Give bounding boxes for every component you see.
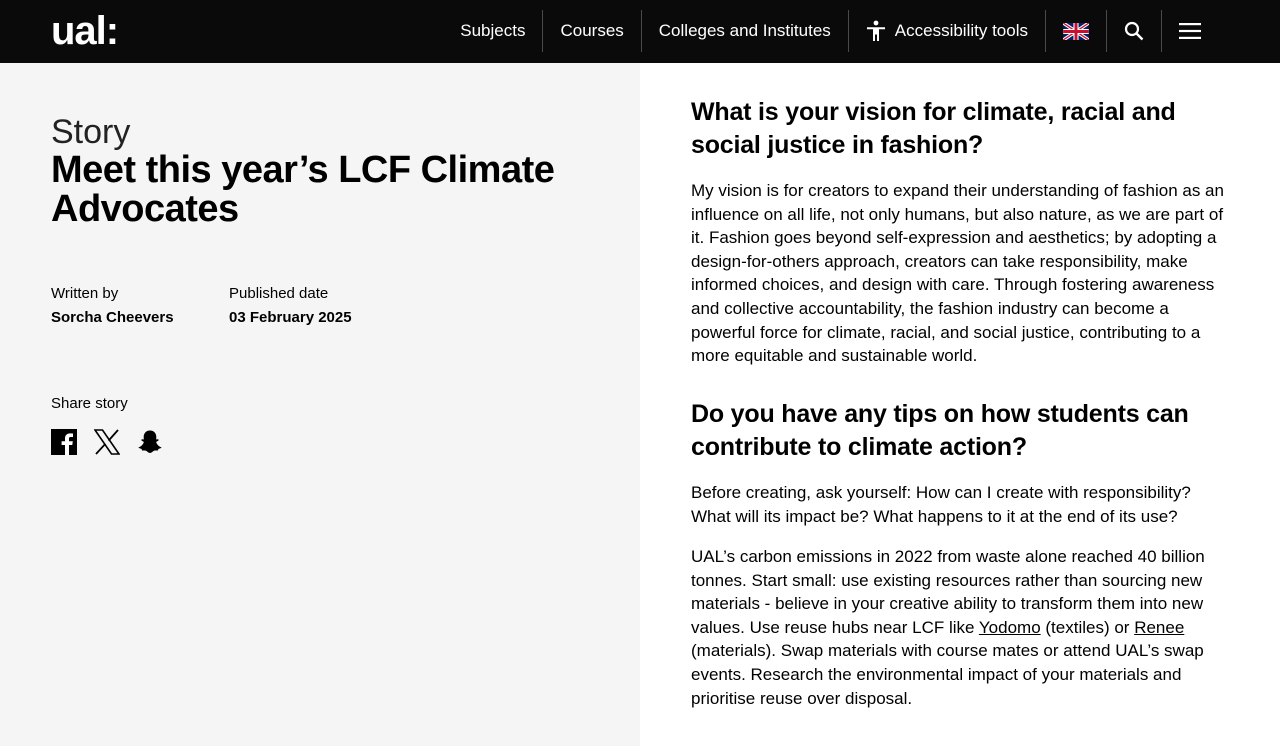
answer-paragraph: Before creating, ask yourself: How can I create with responsibility? What will its impact be? What happens to it at the end of its use? <box>691 483 1191 526</box>
date-meta <box>229 282 352 330</box>
share-story-label: Share story <box>51 395 128 412</box>
answer-paragraph: My vision is for creators to expand their understanding of fashion as an influence on all life, not only humans, but also nature, as we are part of it. Fashion goes beyond self-expression and aesthetics; by adopting a design-for-others approach, creators can take responsibility, make informed choices, and design with care. Through fostering awareness and collective accountability, the fashion industry can become a powerful force for climate, racial, and social justice, contributing to a more equitable and sustainable world. <box>691 181 1224 366</box>
nav-courses[interactable]: Courses <box>542 10 640 52</box>
author-meta <box>51 282 174 330</box>
facebook-icon[interactable] <box>51 429 77 455</box>
story-label: Story <box>51 113 131 151</box>
story-sidebar <box>0 63 640 746</box>
snapchat-icon[interactable] <box>137 429 163 455</box>
question-heading: Do you have any tips on how students can contribute to climate action? <box>691 400 1189 461</box>
menu-button[interactable] <box>1161 10 1218 52</box>
x-icon[interactable] <box>94 429 120 455</box>
nav-subjects[interactable]: Subjects <box>460 21 526 40</box>
share-icons <box>51 429 163 455</box>
menu-icon <box>1179 23 1201 39</box>
uk-flag-icon <box>1063 23 1089 40</box>
author-name: Sorcha Cheevers <box>51 309 174 326</box>
answer-paragraph <box>691 545 1231 710</box>
page-title: Meet this year’s LCF Climate Advocates <box>51 149 555 230</box>
main-nav <box>443 10 1218 52</box>
paragraph-text: UAL’s carbon emissions in 2022 from waste alone reached 40 billion tonnes. Start small: use existing resources rather than sourcing new materials - believe in your creative ability to transform them into new values. Use reuse hubs near LCF like <box>691 547 1205 637</box>
nav-accessibility-tools[interactable] <box>848 10 1045 52</box>
search-button[interactable] <box>1106 10 1161 52</box>
published-date: 03 February 2025 <box>229 309 352 326</box>
nav-colleges[interactable]: Colleges and Institutes <box>641 10 848 52</box>
language-button[interactable] <box>1045 10 1106 52</box>
written-by-label: Written by <box>51 285 119 302</box>
accessibility-icon <box>866 20 886 42</box>
yodomo-link[interactable]: Yodomo <box>978 617 1041 637</box>
published-date-label: Published date <box>229 285 329 302</box>
question-heading: What is your vision for climate, racial and social justice in fashion? <box>691 98 1176 159</box>
paragraph-text: (materials). Swap materials with course mates or attend UAL’s swap events. Research the environmental impact of your materials and prioritise reuse over disposal. <box>691 641 1204 708</box>
ual-logo[interactable]: ual: <box>51 9 119 53</box>
renee-link[interactable]: Renee <box>1134 617 1185 637</box>
paragraph-text: (textiles) or <box>1040 617 1135 637</box>
site-header <box>0 0 1280 63</box>
accessibility-label: Accessibility tools <box>894 21 1028 40</box>
search-icon <box>1124 21 1144 41</box>
